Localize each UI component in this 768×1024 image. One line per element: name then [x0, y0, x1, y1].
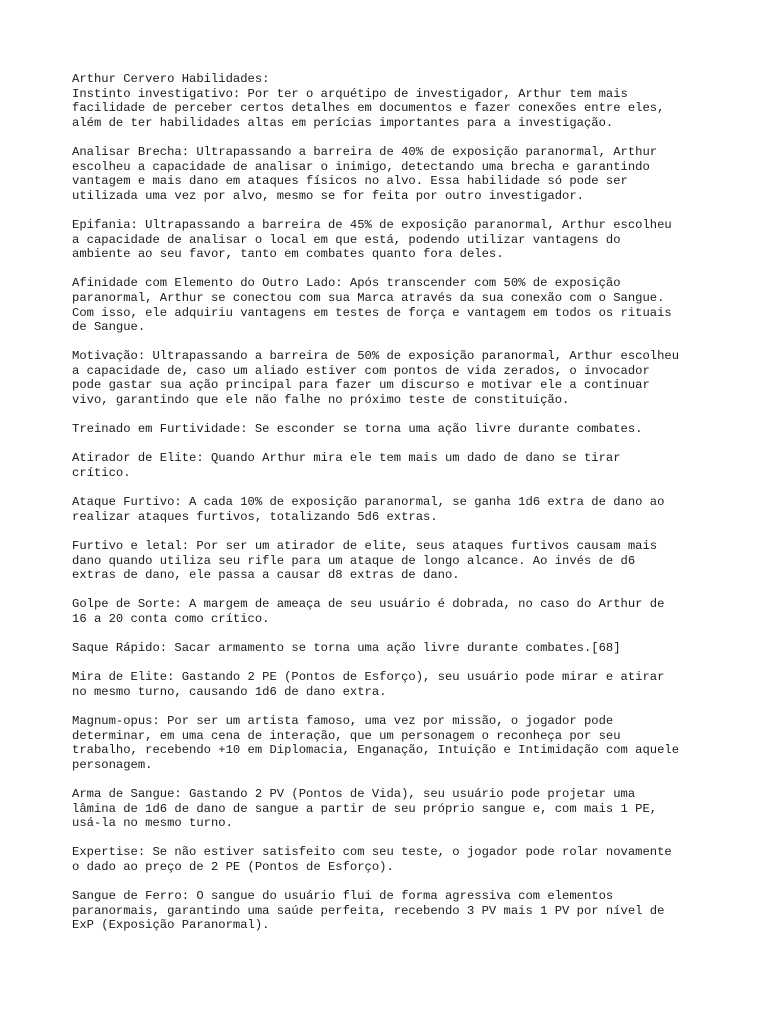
text-line: Motivação: Ultrapassando a barreira de 50% de exposição paranormal, Arthur escolheu — [72, 349, 680, 364]
text-line: Mira de Elite: Gastando 2 PE (Pontos de Esforço), seu usuário pode mirar e atirar — [72, 670, 665, 685]
text-line: Analisar Brecha: Ultrapassando a barreira de 40% de exposição paranormal, Arthur — [72, 144, 658, 159]
text-line: ambiente ao seu favor, tanto em combates quanto fora deles. — [72, 247, 504, 262]
text-line: Sangue de Ferro: O sangue do usuário flui de forma agressiva com elementos — [72, 889, 614, 904]
paragraph — [72, 845, 712, 874]
text-line: Furtivo e letal: Por ser um atirador de elite, seus ataques furtivos causam mais — [72, 539, 658, 553]
text-line: Ataque Furtivo: A cada 10% de exposição paranormal, se ganha 1d6 extra de dano ao — [72, 495, 665, 510]
text-line: Treinado em Furtividade: Se esconder se torna uma ação livre durante combates. — [72, 422, 643, 437]
text-line: Expertise: Se não estiver satisfeito com seu teste, o jogador pode rolar novamente — [72, 845, 672, 860]
text-line: trabalho, recebendo +10 em Diplomacia, Enganação, Intuição e Intimidação com aquele — [72, 743, 680, 758]
text-line: personagem. — [72, 757, 153, 772]
text-line: Arma de Sangue: Gastando 2 PV (Pontos de Vida), seu usuário pode projetar uma — [72, 787, 636, 802]
text-line: lâmina de 1d6 de dano de sangue a partir de seu próprio sangue e, com mais 1 PE, — [72, 801, 658, 816]
text-line: facilidade de perceber certos detalhes em documentos e fazer conexões entre eles, — [72, 101, 665, 116]
paragraph — [72, 787, 712, 831]
text-line: dano quando utiliza seu rifle para um ataque de longo alcance. Ao invés de d6 — [72, 553, 636, 568]
text-line: vantagem e mais dano em ataques físicos no alvo. Essa habilidade só pode ser — [72, 174, 628, 189]
text-line: usá-la no mesmo turno. — [72, 816, 233, 831]
text-line: Afinidade com Elemento do Outro Lado: Após transcender com 50% de exposição — [72, 276, 621, 291]
paragraph — [72, 276, 712, 334]
paragraph — [72, 495, 712, 524]
text-line: Saque Rápido: Sacar armamento se torna uma ação livre durante combates.[68] — [72, 641, 621, 656]
text-line: Com isso, ele adquiriu vantagens em testes de força e vantagem em todos os rituais — [72, 305, 672, 320]
paragraph — [72, 422, 712, 437]
paragraph — [72, 349, 712, 407]
text-line: Atirador de Elite: Quando Arthur mira ele tem mais um dado de dano se tirar — [72, 451, 621, 466]
document-page — [72, 72, 712, 948]
text-line: no mesmo turno, causando 1d6 de dano extra. — [72, 684, 387, 699]
text-line: realizar ataques furtivos, totalizando 5d6 extras. — [72, 509, 438, 524]
text-line: paranormais, garantindo uma saúde perfeita, recebendo 3 PV mais 1 PV por nível de — [72, 903, 665, 918]
text-line: paranormal, Arthur se conectou com sua Marca através da sua conexão com o Sangue. — [72, 290, 665, 305]
paragraph — [72, 714, 712, 772]
text-line: de Sangue. — [72, 320, 146, 335]
paragraph — [72, 641, 712, 656]
paragraph — [72, 597, 712, 626]
text-line: Golpe de Sorte: A margem de ameaça de seu usuário é dobrada, no caso do Arthur de — [72, 597, 665, 612]
text-line: Arthur Cervero Habilidades: — [72, 72, 270, 86]
paragraph — [72, 218, 712, 262]
paragraph — [72, 451, 712, 480]
text-line: extras de dano, ele passa a causar d8 extras de dano. — [72, 568, 460, 583]
text-line: ExP (Exposição Paranormal). — [72, 918, 270, 933]
text-line: Magnum-opus: Por ser um artista famoso, uma vez por missão, o jogador pode — [72, 714, 614, 729]
text-line: o dado ao preço de 2 PE (Pontos de Esforço). — [72, 860, 394, 875]
text-line: 16 a 20 conta como crítico. — [72, 611, 270, 626]
text-line: além de ter habilidades altas em perícias importantes para a investigação. — [72, 115, 614, 130]
text-line: Instinto investigativo: Por ter o arquétipo de investigador, Arthur tem mais — [72, 86, 628, 101]
text-line: determinar, em uma cena de interação, que um personagem o reconheça por seu — [72, 728, 621, 743]
text-line: escolheu a capacidade de analisar o inimigo, detectando uma brecha e garantindo — [72, 159, 650, 174]
paragraph — [72, 889, 712, 933]
paragraph — [72, 72, 712, 130]
paragraph — [72, 145, 712, 203]
text-line: utilizada uma vez por alvo, mesmo se for feita por outro investigador. — [72, 188, 584, 203]
text-line: a capacidade de, caso um aliado estiver com pontos de vida zerados, o invocador — [72, 363, 650, 378]
text-line: vivo, garantindo que ele não falhe no próximo teste de constituição. — [72, 393, 570, 408]
text-line: Epifania: Ultrapassando a barreira de 45% de exposição paranormal, Arthur escolheu — [72, 217, 672, 232]
text-line: pode gastar sua ação principal para fazer um discurso e motivar ele a continuar — [72, 378, 650, 393]
text-line: crítico. — [72, 466, 131, 481]
paragraph — [72, 539, 712, 583]
text-line: a capacidade de analisar o local em que está, podendo utilizar vantagens do — [72, 232, 621, 247]
paragraph — [72, 670, 712, 699]
